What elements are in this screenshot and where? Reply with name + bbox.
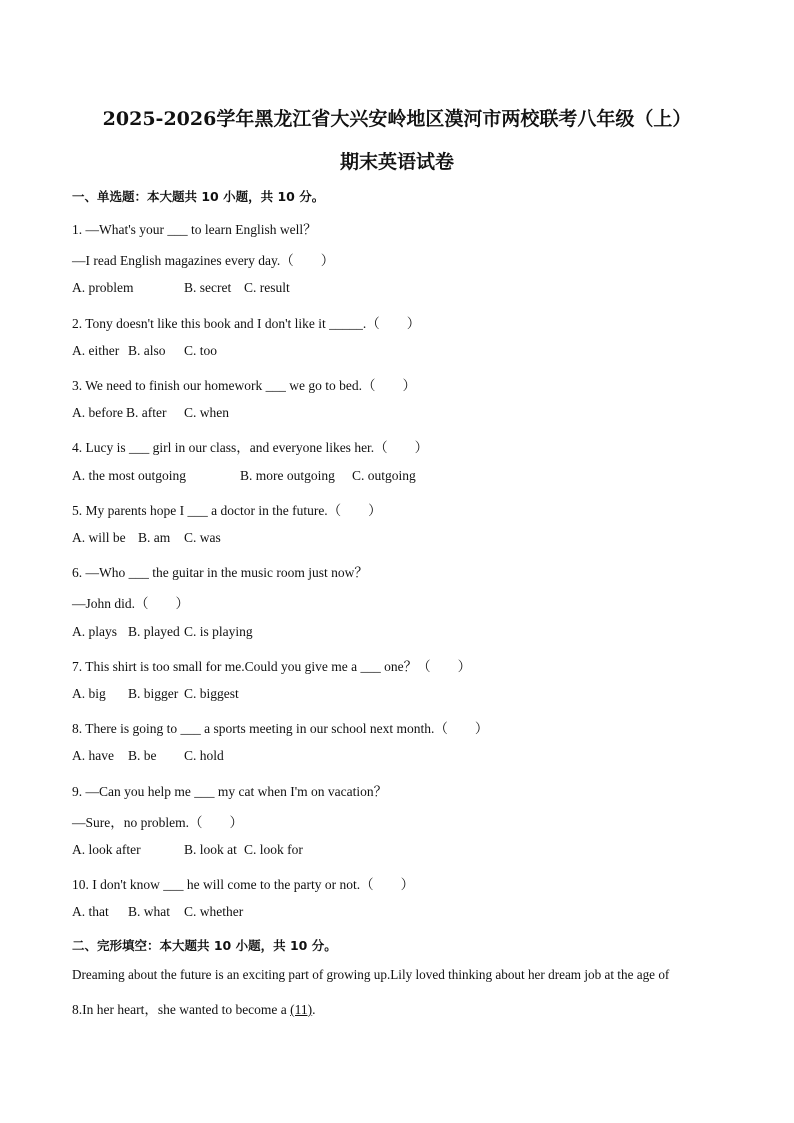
option-a[interactable]: A. either (72, 343, 120, 358)
option-a[interactable]: A. problem (72, 280, 134, 295)
option-b[interactable]: B. be (128, 748, 157, 763)
question-7-stem: 7. This shirt is too small for me.Could you give me a ___ one？（ ） (72, 659, 472, 674)
option-b[interactable]: B. look at (184, 842, 237, 857)
question-4-stem: 4. Lucy is ___ girl in our class，and everyone likes her.（ ） (72, 440, 429, 455)
option-b[interactable]: B. played (128, 624, 180, 639)
question-6-options (72, 624, 253, 640)
passage-line-2-end: . (312, 1002, 316, 1017)
option-a[interactable]: A. that (72, 904, 109, 919)
option-a[interactable]: A. plays (72, 624, 117, 639)
question-3-stem: 3. We need to finish our homework ___ we go to bed.（ ） (72, 378, 416, 393)
question-3-options (72, 405, 229, 421)
question-10-stem: 10. I don't know ___ he will come to the party or not.（ ） (72, 877, 415, 892)
question-6-stem: 6. —Who ___ the guitar in the music room just now？ (72, 565, 368, 580)
passage-line-1: Dreaming about the future is an exciting part of growing up.Lily loved thinking about her dream job at the age of (72, 967, 670, 982)
question-2-options (72, 343, 217, 359)
section-heading-cloze: 二、完形填空：本大题共 10 小题，共 10 分。 (72, 938, 337, 953)
option-a[interactable]: A. will be (72, 530, 126, 545)
option-a[interactable]: A. look after (72, 842, 141, 857)
exam-title-line1: 2025-2026学年黑龙江省大兴安岭地区漠河市两校联考八年级（上） (102, 108, 692, 130)
option-b[interactable]: B. after (126, 405, 167, 420)
question-10-options (72, 904, 243, 920)
option-b[interactable]: B. more outgoing (240, 468, 335, 483)
option-c[interactable]: C. hold (184, 748, 224, 763)
question-7-options (72, 686, 239, 702)
question-8-stem: 8. There is going to ___ a sports meeting in our school next month.（ ） (72, 721, 489, 736)
option-c[interactable]: C. outgoing (352, 468, 416, 483)
option-c[interactable]: C. too (184, 343, 218, 358)
option-c[interactable]: C. whether (184, 904, 244, 919)
option-a[interactable]: A. before (72, 405, 123, 420)
question-5-stem: 5. My parents hope I ___ a doctor in the future.（ ） (72, 503, 382, 518)
option-a[interactable]: A. have (72, 748, 114, 763)
question-9-answer-line: —Sure，no problem.（ ） (72, 815, 243, 830)
cloze-blank-11[interactable]: (11) (290, 1002, 313, 1017)
option-b[interactable]: B. also (128, 343, 166, 358)
question-9-stem: 9. —Can you help me ___ my cat when I'm on vacation？ (72, 784, 388, 799)
option-c[interactable]: C. biggest (184, 686, 239, 701)
passage-line-2 (72, 998, 316, 1018)
passage-line-2-text: 8.In her heart，she wanted to become a (72, 1002, 291, 1017)
question-6-answer-line: —John did.（ ） (72, 596, 190, 611)
option-c[interactable]: C. result (244, 280, 290, 295)
option-b[interactable]: B. what (128, 904, 170, 919)
question-4-options (72, 468, 416, 484)
question-1-answer-line: —I read English magazines every day.（ ） (72, 253, 335, 268)
question-5-options (72, 530, 221, 546)
section-heading-single-choice: 一、单选题：本大题共 10 小题，共 10 分。 (72, 189, 325, 204)
option-b[interactable]: B. bigger (128, 686, 179, 701)
question-2-stem: 2. Tony doesn't like this book and I don't like it _____.（ ） (72, 316, 421, 331)
option-c[interactable]: C. look for (244, 842, 303, 857)
option-c[interactable]: C. was (184, 530, 221, 545)
option-a[interactable]: A. big (72, 686, 106, 701)
question-9-options (72, 842, 303, 858)
question-1-stem: 1. —What's your ___ to learn English well？ (72, 222, 317, 237)
option-c[interactable]: C. when (184, 405, 229, 420)
exam-title-line2: 期末英语试卷 (339, 151, 454, 173)
question-8-options (72, 748, 224, 764)
option-a[interactable]: A. the most outgoing (72, 468, 186, 483)
option-c[interactable]: C. is playing (184, 624, 253, 639)
option-b[interactable]: B. secret (184, 280, 232, 295)
question-1-options (72, 280, 290, 296)
option-b[interactable]: B. am (138, 530, 171, 545)
